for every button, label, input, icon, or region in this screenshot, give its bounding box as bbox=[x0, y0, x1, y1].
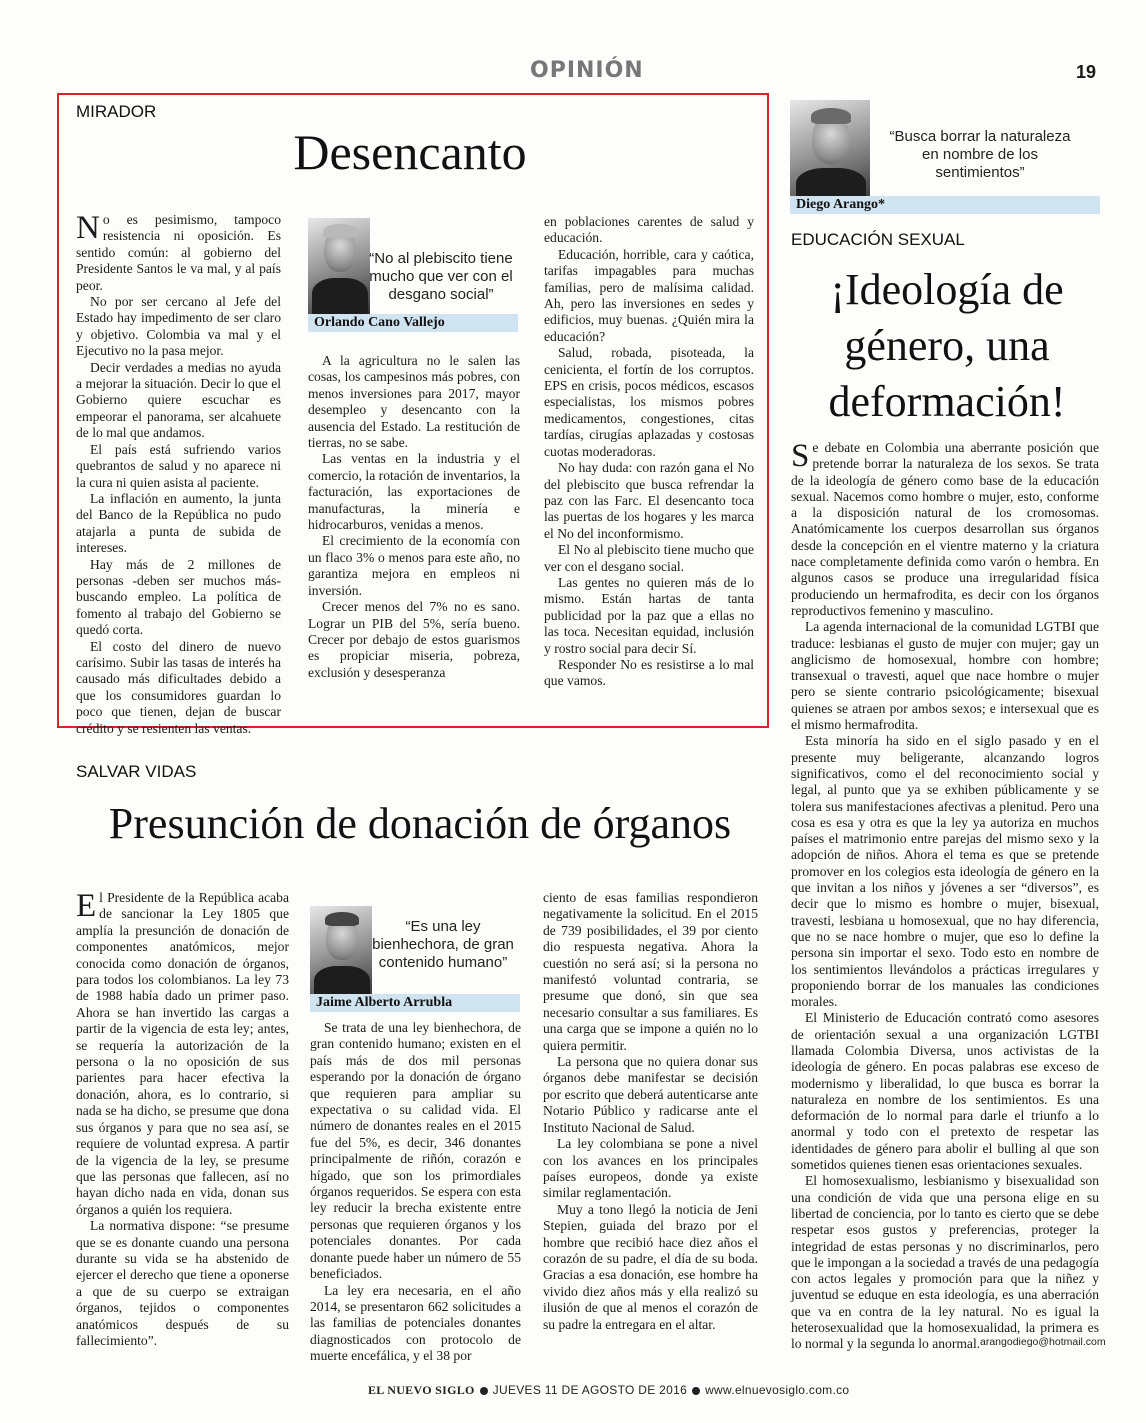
paragraph: Decir verdades a medias no ayuda a mejorar la situación. Decir lo que el Gobierno quiere escuchar es empeorar el panorama, ser alcahuete de lo mal que andamos. bbox=[76, 359, 281, 441]
salvar-column-3 bbox=[543, 890, 758, 1333]
mirador-quote-box bbox=[308, 218, 518, 332]
paragraph: El país está sufriendo varios quebrantos de salud y no aparece ni la cura ni quien asista al paciente. bbox=[76, 441, 281, 490]
author-byline: Diego Arango* bbox=[790, 196, 1100, 214]
salvar-quote-box bbox=[310, 896, 520, 1014]
paragraph: El Presidente de la República acaba de sancionar la Ley 1805 que amplía la presunción de donación de componentes anatómicos, mejor conocida como donación de órganos, para todos los colombianos. La ley 73 de 1988 había dado un primer paso. Ahora se han invertido las cargas a partir de la vigencia de esta ley; antes, se requería la autorización de la persona o la no oposición de sus parientes para hacer efectiva la donación, ahora, es lo contrario, si nada se ha dicho, se presume que dona sus órganos y para que no sea así, se requiere de voluntad expresa. A partir de la vigencia de la ley, se presume que las personas que fallecen, así no hayan dicho nada en vida, donan sus órganos a quién los requiera. bbox=[76, 888, 289, 1217]
educacion-kicker: EDUCACIÓN SEXUAL bbox=[791, 230, 965, 249]
paragraph: Crecer menos del 7% no es sano. Lograr un PIB del 5%, sería bueno. Crecer por debajo de estos guarismos es propiciar miseria, pobreza, exclusión y desesperanza bbox=[308, 599, 520, 680]
author-email: arangodiego@hotmail.com bbox=[980, 1336, 1106, 1348]
paragraph: Se debate en Colombia una aberrante posición que pretende borrar la naturaleza de los sexos. Se trata de la ideología de género como base de la educación sexual. Nacemos como hombre o mujer, esto, conforme a la disposición natural de los cromosomas. Anatómicamente los cuerpos desarrollan sus órganos desde la concepción en el vientre materno y la criatura nace completamente definida como varón o hembra. En algunos casos se produce una irregularidad física produciendo un hermafrodita, es decir con los órganos reproductivos femenino y masculino. bbox=[791, 438, 1099, 618]
pull-quote: “Busca borrar la naturaleza en nombre de los sentimientos” bbox=[889, 128, 1071, 181]
paragraph: Se trata de una ley bienhechora, de gran contenido humano; existen en el país más de dos mil personas esperando por la donación de órgano que requieren para ampliar su expectativa o su calidad vida. El número de donantes reales en el 2015 fue del 5%, es decir, 346 donantes principalmente de riñón, corazón e hígado, que son los primordiales órganos requeridos. Se espera con esta ley reducir la brecha existente entre personas que requieren órganos y los potenciales donantes. Por cada donante puede haber un número de 55 beneficiados. bbox=[310, 1020, 521, 1282]
educacion-column bbox=[791, 440, 1099, 1353]
paragraph: ciento de esas familias respondieron negativamente la solicitud. En el 2015 de 739 posibilidades, el 39 por ciento dio respuesta negativa. Ahora la cuestión no será así; si la persona no manifestó voluntad contraria, se presume que donó, sin que sea necesario consultar a sus familiares. Es una carga que se impone a quién no lo quiera permitir. bbox=[543, 890, 758, 1053]
paragraph: Las gentes no quieren más de lo mismo. Están hartas de tanta publicidad por la paz que a ellas no las toca. Necesitan equidad, inclusión y rostro social para decir Sí. bbox=[544, 574, 754, 656]
website-link[interactable]: www.elnuevosiglo.com.co bbox=[705, 1383, 850, 1397]
paragraph: Salud, robada, pisoteada, la cenicienta, el fortín de los corruptos. EPS en crisis, pocos médicos, escasos especialistas, los mismos pobres medicamentos, congestiones, citas tardías, cirugías aplazadas y costosas cuotas moderadoras. bbox=[544, 345, 754, 459]
author-byline: Orlando Cano Vallejo bbox=[308, 314, 518, 332]
mirador-column-3 bbox=[544, 214, 754, 690]
drop-cap: N bbox=[76, 210, 100, 246]
mirador-column-1 bbox=[76, 212, 281, 737]
educacion-headline: ¡Ideología de género, una deformación! bbox=[828, 265, 1066, 426]
paragraph: Hay más de 2 millones de personas -deben ser muchos más- buscando empleo. La política de fomento al trabajo del Gobierno se quedó corta. bbox=[76, 556, 281, 638]
drop-cap: E bbox=[76, 888, 97, 924]
paragraph: La ley colombiana se pone a nivel con los avances en los principales países europeos, donde ya existe similar reglamentación. bbox=[543, 1136, 758, 1201]
mirador-headline: Desencanto bbox=[293, 124, 527, 180]
salvar-column-1 bbox=[76, 890, 289, 1349]
paragraph: La inflación en aumento, la junta del Banco de la República no pudo atajarla a punta de subida de intereses. bbox=[76, 490, 281, 556]
paragraph: El No al plebiscito tiene mucho que ver con el desgano social. bbox=[544, 542, 754, 574]
paragraph: No por ser cercano al Jefe del Estado hay impedimento de ser claro y objetivo. Colombia va mal y el Ejecutivo no la pasa mejor. bbox=[76, 294, 281, 359]
bullet-icon bbox=[480, 1387, 488, 1395]
author-byline: Jaime Alberto Arrubla bbox=[310, 994, 520, 1012]
salvar-column-2 bbox=[310, 1020, 521, 1365]
paragraph: Educación, horrible, cara y caótica, tarifas impagables para muchas familias, pero de malísima calidad. Ah, pero las inversiones en sedes y edificios, muy buenas. ¿Quién mira la educación? bbox=[544, 246, 754, 344]
bullet-icon bbox=[692, 1387, 700, 1395]
mirador-kicker: MIRADOR bbox=[76, 102, 157, 121]
page-footer bbox=[368, 1383, 849, 1398]
paragraph: No es pesimismo, tampoco resistencia ni oposición. Es sentido común: al gobierno del Presidente Santos le va mal, y al país peor. bbox=[76, 210, 281, 293]
issue-date: JUEVES 11 DE AGOSTO DE 2016 bbox=[492, 1383, 688, 1397]
paragraph: Responder No es resistirse a lo mal que vamos. bbox=[544, 656, 754, 689]
author-photo bbox=[308, 218, 370, 316]
paragraph: La ley era necesaria, en el año 2014, se presentaron 662 solicitudes a las familias de potenciales donantes diagnosticados con protocolo de muerte encefálica, y el 38 por bbox=[310, 1282, 521, 1364]
paragraph: La normativa dispone: “se presume que se es donante cuando una persona durante su vida se ha abstenido de ejercer el derecho que tiene a oponerse a que de su cuerpo se extraigan órganos, tejidos o componentes anatómicos después de su fallecimiento”. bbox=[76, 1218, 289, 1348]
drop-cap: S bbox=[791, 438, 810, 474]
author-photo bbox=[790, 100, 870, 206]
paragraph: El costo del dinero de nuevo carísimo. Subir las tasas de interés ha causado más dificultades debido a que los consumidores guardan lo poco que tienen, dejan de buscar crédito y se resienten las ventas. bbox=[76, 638, 281, 736]
salvar-headline: Presunción de donación de órganos bbox=[108, 799, 732, 848]
mirador-column-2 bbox=[308, 353, 520, 681]
paragraph: El homosexualismo, lesbianismo y bisexualidad son una condición de vida que una persona elige en su libertad de conciencia, por lo tanto es cierto que se debe respetar esos gustos y preferencias, proteger la integridad de estas personas y no discriminarlos, pero que le impongan a la sociedad a través de una pedagogía con actos legales y promoción para que la niñez y juventud se eduque en esta ideología, es una aberración que va en contra de la ley natural. No es igual la heterosexualidad que la homosexualidad, la primera es lo normal y la segunda lo anormal. bbox=[791, 1173, 1100, 1352]
pull-quote: “No al plebiscito tiene mucho que ver con el desgano social” bbox=[369, 250, 513, 303]
paragraph: en poblaciones carentes de salud y educación. bbox=[544, 214, 754, 246]
paragraph: El crecimiento de la economía con un flaco 3% o menos para este año, no garantiza mejora en empleos ni inversión. bbox=[308, 533, 520, 598]
pull-quote: “Es una ley bienhechora, de gran contenido humano” bbox=[372, 918, 514, 971]
newspaper-brand: EL NUEVO SIGLO bbox=[368, 1383, 475, 1397]
paragraph: Muy a tono llegó la noticia de Jeni Stepien, guiada del brazo por el hombre que recibió hace diez años el corazón de su padre, el día de su boda. Gracias a esa donación, ese hombre ha vivido diez años más y ella realizó su ilusión de que al menos el corazón de su padre la entregara en el altar. bbox=[543, 1201, 758, 1332]
paragraph: La persona que no quiera donar sus órganos debe manifestar se decisión por escrito que deberá autenticarse ante Notario Público y radicarse ante el Instituto Nacional de Salud. bbox=[543, 1054, 758, 1135]
paragraph: La agenda internacional de la comunidad LGTBI que traduce: lesbianas el gusto de mujer con mujer; gay un anglicismo de homosexual, hombre con hombre; transexual o travesti, aquel que nace hombre o mujer pero se siente contrario psicológicamente; bisexual quienes se atraen por ambos sexos; e intersexual que es el mismo hermafrodita. bbox=[791, 619, 1099, 733]
paragraph: Las ventas en la industria y el comercio, la rotación de inventarios, la facturación, las exportaciones de manufacturas, la minería e hidrocarburos, venidas a menos. bbox=[308, 451, 520, 533]
paragraph: El Ministerio de Educación contrató como asesores de orientación sexual a una organización LGTBI llamada Colombia Diversa, unos activistas de la ideología de género. En pocas palabras ese exceso de modernismo y liberalidad, lo que busca es borrar la naturaleza en nombre de los sentimientos. Es una deformación de lo normal para darle el triunfo a lo anormal y todo con el pretexto de respetar las identidades de género para abolir el bulling al que son sometidos quienes tienen esas orientaciones sexuales. bbox=[791, 1010, 1099, 1173]
paragraph: No hay duda: con razón gana el No del plebiscito que busca refrendar la paz con las Farc. El desencanto toca las puertas de los hogares y les marca el No del inconformismo. bbox=[544, 460, 754, 541]
salvar-kicker: SALVAR VIDAS bbox=[76, 762, 197, 781]
paragraph: Esta minoría ha sido en el siglo pasado y en el presente muy beligerante, alcanzando logros significativos, como el del reconocimiento social y legal, al punto que ya se exhiben públicamente y se tolera sus manifestaciones afectivas a plenitud. Pero una cosa es esa y otra es que la ley ya autoriza en muchos países el matrimonio entre parejas del mismo sexo y la adopción de niños. Ahora el tema es que se pretende promover en los colegios esta ideología de género en la que invitan a los niños y jóvenes a ser “diversos”, es decir que lo mismo es hombre o mujer, bisexual, travesti, lesbiana u homosexual, que no hay diferencia, que no se nace hombre o mujer, que eso lo define la persona sin importar el sexo. Todo esto en nombre de los sentimientos llevándolos a prácticas irregulares y proponiendo borrar de los manuales las condiciones morales. bbox=[791, 733, 1099, 1010]
author-photo bbox=[310, 906, 372, 1002]
page-number: 19 bbox=[1076, 62, 1097, 82]
educacion-quote-box bbox=[790, 100, 1100, 216]
section-title: OPINIÓN bbox=[530, 58, 644, 83]
paragraph: A la agricultura no le salen las cosas, los campesinos más pobres, con menos inversiones para 2017, mayor desempleo y desencanto con la ausencia del Estado. La restitución de tierras, no se sabe. bbox=[308, 353, 520, 451]
